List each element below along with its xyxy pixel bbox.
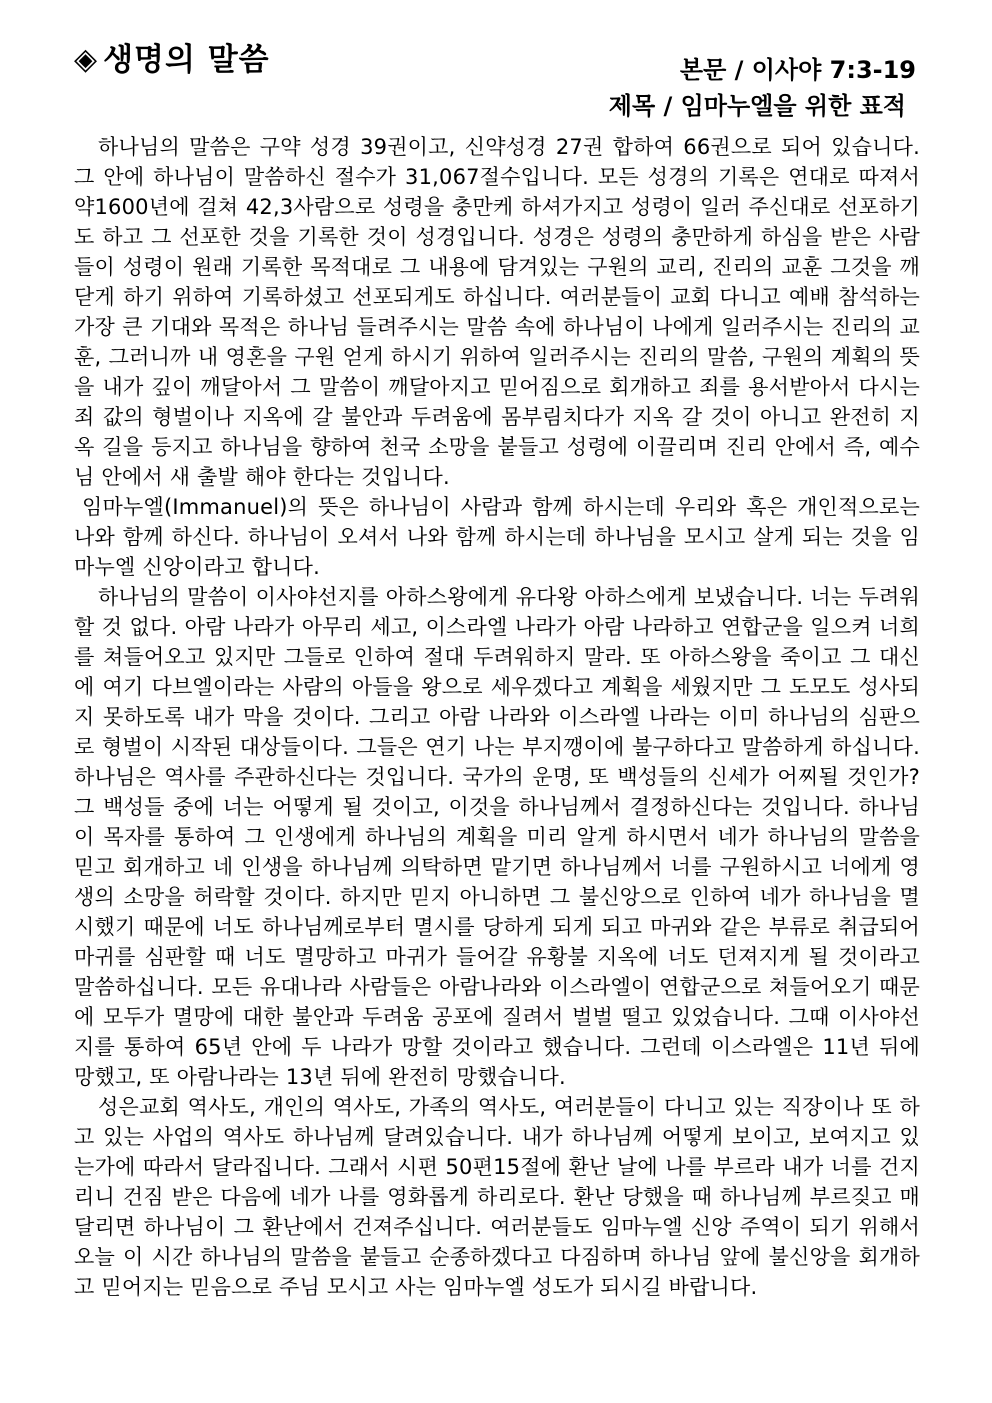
diamond-icon: ◈ [74, 42, 98, 77]
body-paragraph: 하나님의 말씀이 이사야선지를 아하스왕에게 유다왕 아하스에게 보냈습니다. 너는 두려워할 것 없다. 아람 나라가 아무리 세고, 이스라엘 나라가 아람 나라하고 연합군을 일으켜 너희를 쳐들어오고 있지만 그들로 인하여 절대 두려워하지 말라. 또 아하스왕을 죽이고 그 대신에 여기 다브엘이라는 사람의 아들을 왕으로 세우겠다고 계획을 세웠지만 그 도모도 성사되지 못하도록 내가 막을 것이다. 그리고 아람 나라와 이스라엘 나라는 이미 하나님의 심판으로 형벌이 시작된 대상들이다. 그들은 연기 나는 부지깽이에 불구하다고 말씀하게 하십니다. 하나님은 역사를 주관하신다는 것입니다. 국가의 운명, 또 백성들의 신세가 어찌될 것인가? 그 백성들 중에 너는 어떻게 될 것이고, 이것을 하나님께서 결정하신다는 것입니다. 하나님이 목자를 통하여 그 인생에게 하나님의 계획을 미리 알게 하시면서 네가 하나님의 말씀을 믿고 회개하고 네 인생을 하나님께 의탁하면 맡기면 하나님께서 너를 구원하시고 너에게 영생의 소망을 허락할 것이다. 하지만 믿지 아니하면 그 불신앙으로 인하여 네가 하나님을 멸시했기 때문에 너도 하나님께로부터 멸시를 당하게 되게 되고 마귀와 같은 부류로 취급되어 마귀를 심판할 때 너도 멸망하고 마귀가 들어갈 유황불 지옥에 너도 던져지게 될 것이라고 말씀하십니다. 모든 유대나라 사람들은 아람나라와 이스라엘이 연합군으로 쳐들어오기 때문에 모두가 멸망에 대한 불안과 두려움 공포에 질려서 벌벌 떨고 있었습니다. 그때 이사야선지를 통하여 65년 안에 두 나라가 망할 것이라고 했습니다. 그런데 이스라엘은 11년 뒤에 망했고, 또 아람나라는 13년 뒤에 완전히 망했습니다. [74, 585, 920, 1089]
title-row [74, 40, 270, 80]
sermon-body [74, 132, 920, 1302]
sermon-subject: 제목 / 임마누엘을 위한 표적 [608, 92, 906, 120]
body-paragraph: 성은교회 역사도, 개인의 역사도, 가족의 역사도, 여러분들이 다니고 있는 직장이나 또 하고 있는 사업의 역사도 하나님께 달려있습니다. 내가 하나님께 어떻게 보이고, 보여지고 있는가에 따라서 달라집니다. 그래서 시편 50편15절에 환난 날에 나를 부르라 내가 너를 건지리니 건짐 받은 다음에 네가 나를 영화롭게 하리로다. 환난 당했을 때 하나님께 부르짖고 매달리면 하나님이 그 환난에서 건져주십니다. 여러분들도 임마누엘 신앙 주역이 되기 위해서 오늘 이 시간 하나님의 말씀을 붙들고 순종하겠다고 다짐하며 하나님 앞에 불신앙을 회개하고 믿어지는 믿음으로 주님 모시고 사는 임마누엘 성도가 되시길 바랍니다. [74, 1095, 920, 1299]
page-title: 생명의 말씀 [103, 42, 270, 78]
sermon-page [74, 40, 920, 1302]
sermon-header [74, 40, 920, 126]
body-paragraph: 하나님의 말씀은 구약 성경 39권이고, 신약성경 27권 합하여 66권으로 되어 있습니다. 그 안에 하나님이 말씀하신 절수가 31,067절수입니다. 모든 성경의 기록은 연대로 따져서 약1600년에 걸쳐 42,3사람으로 성령을 충만케 하셔가지고 성령이 일러 주신대로 선포하기도 하고 그 선포한 것을 기록한 것이 성경입니다. 성경은 성령의 충만하게 하심을 받은 사람들이 성령이 원래 기록한 목적대로 그 내용에 담겨있는 구원의 교리, 진리의 교훈 그것을 깨닫게 하기 위하여 기록하셨고 선포되게도 하십니다. 여러분들이 교회 다니고 예배 참석하는 가장 큰 기대와 목적은 하나님 들려주시는 말씀 속에 하나님이 나에게 일러주시는 진리의 교훈, 그러니까 내 영혼을 구원 얻게 하시기 위하여 일러주시는 진리의 말씀, 구원의 계획의 뜻을 내가 깊이 깨달아서 그 말씀이 깨달아지고 믿어짐으로 회개하고 죄를 용서받아서 다시는 죄 값의 형벌이나 지옥에 갈 불안과 두려움에 몸부림치다가 지옥 갈 것이 아니고 완전히 지옥 길을 등지고 하나님을 향하여 천국 소망을 붙들고 성령에 이끌리며 진리 안에서 즉, 예수님 안에서 새 출발 해야 한다는 것입니다. [74, 135, 920, 489]
scripture-reference: 본문 / 이사야 7:3-19 [679, 56, 916, 84]
body-paragraph: 임마누엘(Immanuel)의 뜻은 하나님이 사람과 함께 하시는데 우리와 혹은 개인적으로는 나와 함께 하신다. 하나님이 오셔서 나와 함께 하시는데 하나님을 모시고 살게 되는 것을 임마누엘 신앙이라고 합니다. [74, 495, 920, 579]
